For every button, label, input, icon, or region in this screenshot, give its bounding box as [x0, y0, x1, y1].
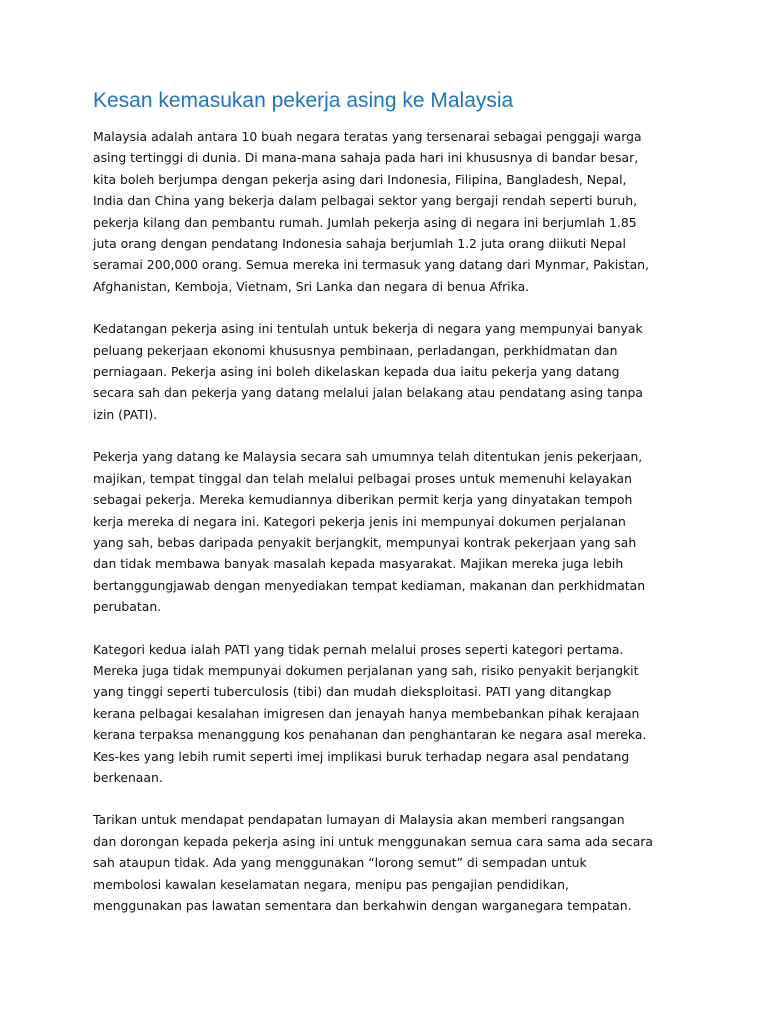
text-line: Kes-kes yang lebih rumit seperti imej implikasi buruk terhadap negara asal pendatang [93, 748, 630, 764]
paragraph-3 [93, 446, 693, 617]
text-line: kita boleh berjumpa dengan pekerja asing dari Indonesia, Filipina, Bangladesh, Nepal, [93, 171, 627, 187]
text-line: pekerja kilang dan pembantu rumah. Jumlah pekerja asing di negara ini berjumlah 1.85 [93, 214, 637, 230]
text-line: perubatan. [93, 599, 162, 615]
text-line: berkenaan. [93, 769, 163, 785]
text-line: Pekerja yang datang ke Malaysia secara sah umumnya telah ditentukan jenis pekerjaan, [93, 449, 643, 465]
text-line: dan dorongan kepada pekerja asing ini untuk menggunakan semua cara sama ada secara [93, 833, 653, 849]
text-line: sebagai pekerja. Mereka kemudiannya diberikan permit kerja yang dinyatakan tempoh [93, 492, 633, 508]
paragraph-4 [93, 639, 693, 789]
text-line: majikan, tempat tinggal dan telah melalui pelbagai proses untuk memenuhi kelayakan [93, 470, 633, 486]
text-line: asing tertinggi di dunia. Di mana-mana sahaja pada hari ini khususnya di bandar besar, [93, 150, 639, 166]
text-line: Afghanistan, Kemboja, Vietnam, Sri Lanka dan negara di benua Afrika. [93, 278, 530, 294]
text-line: kerana terpaksa menanggung kos penahanan dan penghantaran ke negara asal mereka. [93, 727, 647, 743]
text-line: juta orang dengan pendatang Indonesia sahaja berjumlah 1.2 juta orang diikuti Nepal [93, 236, 626, 252]
text-line: Kategori kedua ialah PATI yang tidak pernah melalui proses seperti kategori pertama. [93, 641, 624, 657]
paragraph-5 [93, 809, 693, 916]
text-line: seramai 200,000 orang. Semua mereka ini termasuk yang datang dari Mynmar, Pakistan, [93, 257, 649, 273]
text-line: yang sah, bebas daripada penyakit berjangkit, mempunyai kontrak pekerjaan yang sah [93, 534, 637, 550]
text-line: perniagaan. Pekerja asing ini boleh dikelaskan kepada dua iaitu pekerja yang datang [93, 364, 620, 380]
text-line: Kedatangan pekerja asing ini tentulah untuk bekerja di negara yang mempunyai banyak [93, 321, 643, 337]
paragraph-1 [93, 126, 693, 297]
paragraph-2 [93, 318, 693, 425]
text-line: kerana pelbagai kesalahan imigresen dan jenayah hanya membebankan pihak kerajaan [93, 705, 640, 721]
text-line: India dan China yang bekerja dalam pelbagai sektor yang bergaji rendah seperti buruh, [93, 193, 638, 209]
document-body [93, 126, 693, 937]
text-line: membolosi kawalan keselamatan negara, menipu pas pengajian pendidikan, [93, 876, 569, 892]
text-line: peluang pekerjaan ekonomi khususnya pembinaan, perladangan, perkhidmatan dan [93, 342, 618, 358]
text-line: sah ataupun tidak. Ada yang menggunakan “lorong semut” di sempadan untuk [93, 855, 587, 871]
text-line: secara sah dan pekerja yang datang melalui jalan belakang atau pendatang asing tanpa [93, 385, 643, 401]
document-title: Kesan kemasukan pekerja asing ke Malaysia [93, 89, 514, 112]
text-line: Tarikan untuk mendapat pendapatan lumayan di Malaysia akan memberi rangsangan [93, 812, 625, 828]
text-line: bertanggungjawab dengan menyediakan tempat kediaman, makanan dan perkhidmatan [93, 577, 646, 593]
text-line: Mereka juga tidak mempunyai dokumen perjalanan yang sah, risiko penyakit berjangkit [93, 662, 639, 678]
text-line: menggunakan pas lawatan sementara dan berkahwin dengan warganegara tempatan. [93, 898, 632, 913]
text-line: dan tidak membawa banyak masalah kepada masyarakat. Majikan mereka juga lebih [93, 556, 624, 572]
text-line: yang tinggi seperti tuberculosis (tibi) dan mudah dieksploitasi. PATI yang ditangkap [93, 684, 612, 700]
text-line: Malaysia adalah antara 10 buah negara teratas yang tersenarai sebagai penggaji warga [93, 129, 642, 144]
text-line: izin (PATI). [93, 406, 158, 422]
text-line: kerja mereka di negara ini. Kategori pekerja jenis ini mempunyai dokumen perjalanan [93, 513, 626, 529]
